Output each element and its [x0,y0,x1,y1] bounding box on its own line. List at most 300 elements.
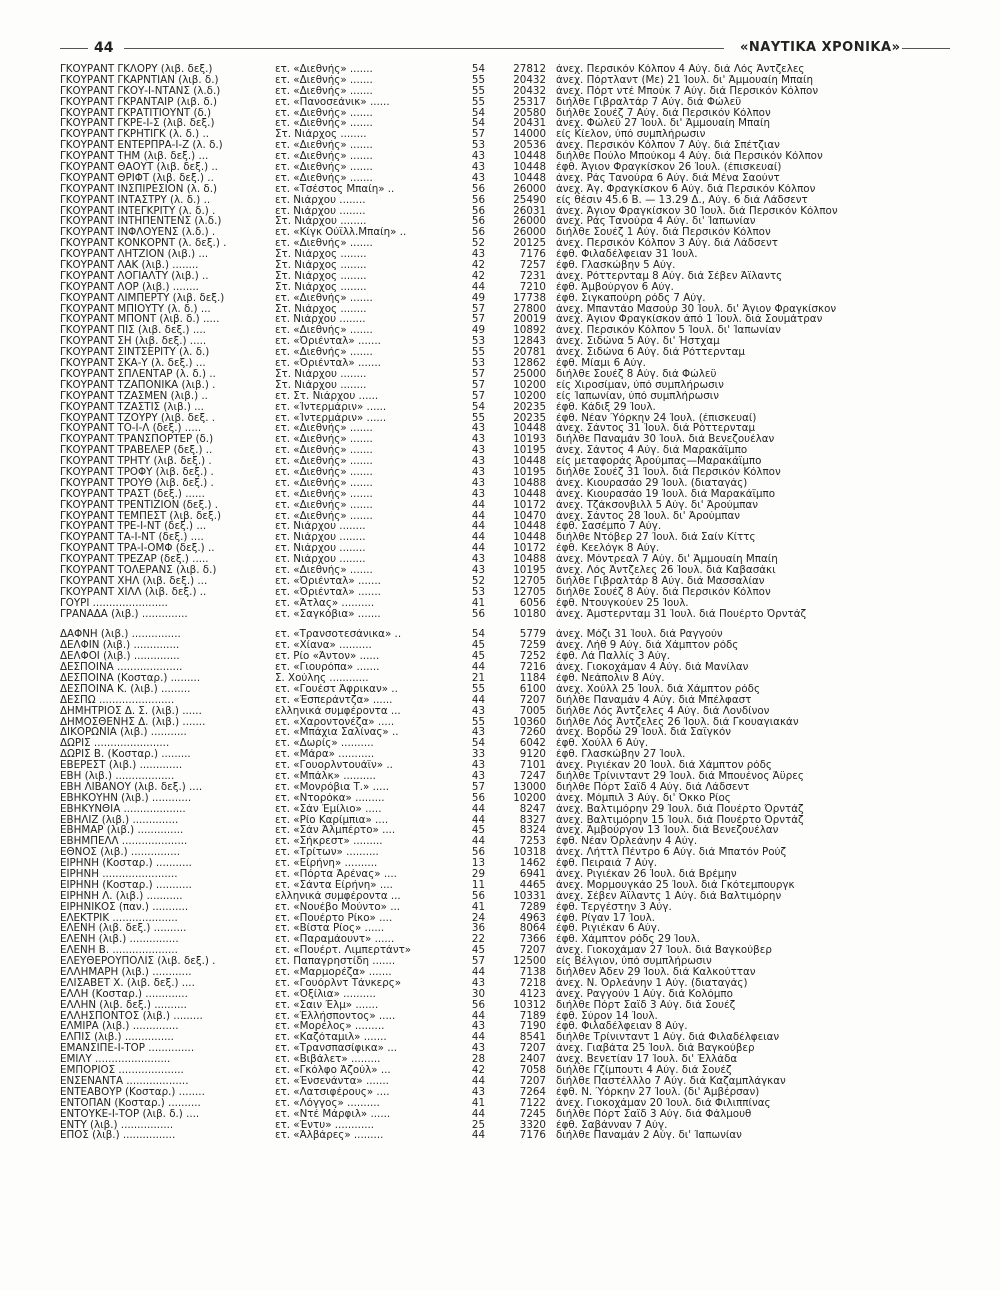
ship-name: ΓΚΟΥΡΑΝΤ ΤΡΑΒΕΛΕΡ (δεξ.) .. [60,445,213,457]
build-year: 43 [471,162,485,173]
build-year: 43 [471,977,485,989]
build-year: 56 [471,216,485,228]
voyage-status: άνεχ. Ριγιέκαν 20 Ίουλ. διά Χάμπτον ρόδς [556,760,772,772]
tonnage: 20125 [513,238,546,250]
build-year: 25 [471,1119,485,1131]
table-row [60,1054,950,1065]
ship-name: ΓΚΟΥΡΑΝΤ ΕΝΤΕΡΠΡΑ-Ι-Ζ (λ. δ.) [60,140,223,152]
ship-name: ΓΚΟΥΡΑΝΤ ΘΑΟΥΤ (λιβ. δεξ.) .. [60,162,218,173]
tonnage: 6100 [519,683,546,695]
owner: ετ. «Έλλήσποντος» ..... [275,1010,396,1022]
table-row [60,880,950,891]
owner: ετ. «Βιβάλετ» ......... [275,1054,381,1066]
table-row [60,216,950,227]
voyage-status: άνεχ. Περσικόν Κόλπον 3 Αύγ. διά Λάδσεντ [556,238,779,250]
owner: ετ. «Διεθνής» ....... [275,499,373,511]
build-year: 56 [471,792,485,804]
ship-name: ΓΚΟΥΡΑΝΤ ΧΗΛ (λιβ. δεξ.) ... [60,575,208,587]
owner: ετ. Νιάρχου ........ [275,543,366,555]
owner: ετ. Νιάρχου ........ [275,194,366,206]
header-rule-right [902,48,950,49]
ship-name: ΕΛΕΚΤΡΙΚ .................... [60,912,178,924]
owner: ετ. «Διεθνής» ....... [275,477,373,489]
owner: ετ. «Καζόταμιλ» ....... [275,1032,387,1044]
ship-name: ΓΚΟΥΡΑΝΤ ΙΝΤΕΓΚΡΙΤΥ (λ. δ.) . [60,205,216,217]
build-year: 56 [471,205,485,217]
ship-name: ΓΚΟΥΡΑΝΤ ΓΚΡΕ-Ι-Σ (λιβ. δεξ.) [60,118,215,130]
build-year: 43 [471,554,485,565]
tonnage: 10448 [513,172,546,184]
ship-name: ΓΚΟΥΡΑΝΤ ΣΙΝΤΣΕΡΙΤΥ (λ. δ.) [60,347,210,359]
tonnage: 7210 [519,281,546,293]
table-row [60,108,950,119]
tonnage: 10331 [513,890,546,902]
build-year: 43 [471,477,485,489]
owner: ετ. «Σαιν Έλμ» ....... [275,999,379,1011]
tonnage: 10195 [513,564,546,576]
ship-name: ΓΡΑΝΑΔΑ (λιβ.) .............. [60,608,188,620]
owner: ετ. Νιάρχου ........ [275,205,366,217]
ship-name: ΕΒΗ (λιβ.) .................. [60,771,175,782]
build-year: 43 [471,564,485,576]
tonnage: 17738 [513,292,546,304]
ship-name: ΕΠΟΣ (λιβ.) ................ [60,1130,176,1142]
ship-name: ΕΝΤΟΠΑΝ (Κοσταρ.) .......... [60,1097,201,1109]
ship-name: ΕΙΡΗΝΗ (Κοσταρ.) ........... [60,879,192,891]
build-year: 43 [471,466,485,478]
build-year: 43 [471,705,485,717]
build-year: 11 [471,879,485,891]
tonnage: 12705 [513,586,546,598]
build-year: 56 [471,608,485,620]
tonnage: 7366 [519,934,546,946]
owner: ετ. «Μπάλκ» .......... [275,771,376,782]
ship-name: ΓΚΟΥΡΑΝΤ ΤΡΟΦΥ (λιβ. δεξ.) . [60,466,214,478]
owner: Στ. Νιάρχος ........ [275,281,367,293]
ship-name: ΔΑΦΝΗ (λιβ.) ............... [60,629,181,641]
ship-name: ΓΚΟΥΡΑΝΤ ΓΚΛΟΡΥ (λιβ. δεξ.) [60,64,213,75]
table-row [60,804,950,815]
voyage-status: άνεχ. Κιουρασάο 19 Ίουλ. διά Μαρακάϊμπο [556,488,776,500]
voyage-status: άνεχ. Άγ. Φραγκίσκον 6 Αύγ. διά Περσικόν Κόλπον [556,183,816,195]
table-row [60,989,950,1000]
tonnage: 20432 [513,74,546,86]
voyage-status: άνεχ. Βενετίαν 17 Ίουλ. δι' Έλλάδα [556,1054,738,1066]
table-row [60,717,950,728]
table-row [60,1032,950,1043]
ship-section [60,629,950,1141]
table-row [60,913,950,924]
voyage-status: άνεχ. Χούλλ 25 Ίουλ. διά Χάμπτον ρόδς [556,683,760,695]
owner: ετ. «Λατσιφέρους» .... [275,1086,390,1098]
voyage-status: άνεχ. Μόμπιλ 3 Αύγ. δι' Όκκο Ρίος [556,792,731,804]
tonnage: 25490 [513,194,546,206]
tonnage: 6042 [519,738,546,750]
voyage-status: άνεχ. Γιοκοχάμαν 20 Ίουλ. διά Φιλιππίνας [556,1097,771,1109]
voyage-status: άνεχ. Πόρτλαντ (Με) 21 Ίουλ. δι' Άμμουαίη Μπαίη [556,74,814,86]
build-year: 43 [471,423,485,435]
tonnage: 8247 [519,803,546,815]
ship-name: ΕΛΕΝΗ (λιβ. δεξ.) .......... [60,923,187,935]
table-row [60,684,950,695]
build-year: 56 [471,847,485,859]
voyage-status: άνεχ. Σάντος 28 Ίουλ. δι' Άρούμπαν [556,510,741,522]
voyage-status: έφθ. Ν. Ύόρκην 27 Ίουλ. (δι' Άμβέρσαν) [556,1086,760,1098]
build-year: 44 [471,814,485,826]
table-row [60,86,950,97]
tonnage: 4123 [519,988,546,1000]
table-row [60,434,950,445]
table-row [60,760,950,771]
table-row [60,651,950,662]
owner: ετ. «Μορέλος» ......... [275,1021,385,1033]
voyage-status: είς Βέλγιον, ύπό συμπλήρωσιν [556,956,712,968]
build-year: 43 [471,456,485,467]
owner: Στ. Νιάρχος ........ [275,129,367,141]
table-row [60,576,950,587]
build-year: 43 [471,434,485,446]
table-row [60,75,950,86]
voyage-status: είς θέσιν 45.6 Β. — 13.29 Δ., Αύγ. 6 διά Λάδσεντ [556,194,808,206]
build-year: 56 [471,194,485,206]
ship-name: ΕΛΜΙΡΑ (λιβ.) .............. [60,1021,179,1033]
owner: ελληνικά συμφέροντα ... [275,890,401,902]
table-row [60,858,950,869]
ship-name: ΕΒΗ ΛΙΒΑΝΟΥ (λιβ. δεξ.) .... [60,781,203,793]
owner: ετ. «Διεθνής» ....... [275,466,373,478]
tonnage: 6056 [519,597,546,609]
owner: ετ. «Διεθνής» ....... [275,325,373,337]
build-year: 54 [471,118,485,130]
ship-name: ΓΚΟΥΡΑΝΤ ΙΝΦΛΟΥΕΝΣ (λ.δ.) . [60,227,216,239]
table-row [60,511,950,522]
voyage-status: άνεχ. Γιοκοχάμαν 27 Ίουλ. διά Βαγκούβερ [556,945,772,957]
table-row [60,391,950,402]
build-year: 45 [471,651,485,663]
table-row [60,1065,950,1076]
build-year: 41 [471,597,485,609]
owner: Στ. Νιάρχος ........ [275,270,367,282]
build-year: 43 [471,445,485,457]
owner: ετ. «Σάν Άλμπέρτο» .... [275,825,396,837]
table-row [60,380,950,391]
tonnage: 10180 [513,608,546,620]
voyage-status: άνεχ. Άμστερνταμ 31 Ίουλ. διά Πουέρτο Όρντάζ [556,608,807,620]
voyage-status: άνεχ. Σάντος 31 Ίουλ. διά Ρόττερνταμ [556,423,756,435]
ship-name: ΓΚΟΥΡΑΝΤ ΤΡΑΝΣΠΟΡΤΕΡ (δ.) [60,434,214,446]
tonnage: 20235 [513,401,546,413]
ship-name: ΔΕΣΠΟΙΝΑ .................... [60,662,183,673]
tonnage: 10488 [513,477,546,489]
table-row [60,738,950,749]
tonnage: 7207 [519,945,546,957]
owner: ετ. «Διεθνής» ....... [275,64,373,75]
voyage-status: άνεχ. Σέβεν Άϊλαντς 1 Αύγ. διά Βαλτιμόρην [556,890,782,902]
build-year: 43 [471,771,485,782]
owner: Στ. Νιάρχου ........ [275,368,367,380]
owner: ετ. «Διεθνής» ....... [275,151,373,163]
owner: ετ. «Όριένταλ» ....... [275,336,381,348]
voyage-status: διήλθε Τρίνινταντ 1 Αύγ. διά Φιλαδέλφειαν [556,1032,780,1044]
build-year: 44 [471,521,485,533]
voyage-status: άνεχ. Σιδώνα 6 Αύγ. διά Ρόττερνταμ [556,347,745,359]
build-year: 42 [471,260,485,271]
ship-name: ΕΛΛΗΝ (λιβ. δεξ.) .......... [60,999,187,1011]
build-year: 44 [471,510,485,522]
tonnage: 7231 [519,270,546,282]
owner: ετ. «Ντέ Μάρφιλ» ...... [275,1108,391,1120]
table-row [60,967,950,978]
table-row [60,532,950,543]
tonnage: 7257 [519,260,546,271]
voyage-status: διήλθε Σουέζ 8 Αύγ. διά Φώλεϋ [556,368,717,380]
voyage-status: είς Κίελον, ύπό συμπλήρωσιν [556,129,706,141]
build-year: 44 [471,499,485,511]
build-year: 41 [471,1097,485,1109]
table-row [60,260,950,271]
table-row [60,282,950,293]
ship-name: ΕΒΗΚΥΝΘΙΑ ................... [60,803,186,815]
tonnage: 20431 [513,118,546,130]
ship-name: ΓΚΟΥΡΑΝΤ ΤΡΕΖΑΡ (δεξ.) ..... [60,554,209,565]
owner: ετ. «Διεθνής» ....... [275,445,373,457]
owner: ετ. «Γιουρόπα» ....... [275,662,380,673]
ship-name: ΕΒΗΜΠΕΛΛ .................... [60,836,188,848]
voyage-status: είς μεταφοράς Άρούμπας—Μαρακάϊμπο [556,456,762,467]
ship-name: ΓΚΟΥΡΑΝΤ ΛΟΡ (λιβ.) ........ [60,281,199,293]
voyage-status: διήλθε Παστέλλλο 7 Αύγ. διά Καζαμπλάγκαν [556,1075,786,1087]
ship-name: ΓΚΟΥΡΑΝΤ ΓΚΡΑΤΙΤΙΟΥΝΤ (δ.) [60,107,212,119]
owner: ετ. «Διεθνής» ....... [275,118,373,130]
ship-name: ΕΛΕΥΘΕΡΟΥΠΟΛΙΣ (λιβ. δεξ.) . [60,956,216,968]
build-year: 45 [471,825,485,837]
owner: ετ. «Διεθνής» ....... [275,238,373,250]
ship-name: ΕΙΡΗΝΗ ....................... [60,869,178,880]
tonnage: 10360 [513,716,546,728]
table-row [60,478,950,489]
voyage-status: έφθ. Νέαν Όρλεάνην 4 Αύγ. [556,836,698,848]
table-row [60,978,950,989]
table-row [60,1000,950,1011]
voyage-status: διήλθε Σουέζ 7 Αύγ. διά Περσικόν Κόλπον [556,107,771,119]
voyage-status: διήλθε Παναμάν 2 Αύγ. δι' Ίαπωνίαν [556,1130,742,1142]
build-year: 45 [471,640,485,652]
owner: ετ. «Διεθνής» ....... [275,456,373,467]
owner: ετ. «Μπάχια Σαλίνας» .. [275,727,399,739]
tonnage: 10488 [513,554,546,565]
owner: ετ. «Σήκρεστ» ......... [275,836,383,848]
owner: Στ. Νιάρχος ........ [275,249,367,261]
owner: Στ. Νιάρχου ........ [275,216,367,228]
voyage-status: έφθ. Νεάπολιν 8 Αύγ. [556,672,665,684]
owner: ετ. Νιάρχου ........ [275,554,366,565]
ship-name: ΓΚΟΥΡΑΝΤ ΙΝΤΑΣΤΡΥ (λ. δ.) .. [60,194,211,206]
table-row [60,956,950,967]
table-row [60,489,950,500]
voyage-status: διήλθε Τρίνινταντ 29 Ίουλ. διά Μπουένος Άϋρες [556,771,804,782]
voyage-status: έφθ. Χούλλ 6 Αύγ. [556,738,649,750]
build-year: 57 [471,303,485,315]
ship-name: ΕΛΛΗ (Κοσταρ.) ............. [60,988,188,1000]
voyage-status: άνεχ. Περσικόν Κόλπον 7 Αύγ. διά Σπέτζιαν [556,140,780,152]
voyage-status: διήλθε Ντόβερ 27 Ίουλ. διά Σαίν Κίττς [556,532,756,544]
table-row [60,304,950,315]
table-row [60,358,950,369]
table-row [60,662,950,673]
tonnage: 7289 [519,901,546,913]
voyage-status: έφθ. Λά Παλλίς 3 Αύγ. [556,651,671,663]
ship-name: ΓΚΟΥΡΑΝΤ ΤΡΕΝΤΙΖΙΟΝ (δεξ.) . [60,499,219,511]
build-year: 45 [471,945,485,957]
ship-name: ΓΚΟΥΡΑΝΤ ΤΖΑΣΤΙΣ (λιβ.) ... [60,401,204,413]
ship-name: ΓΚΟΥΡΑΝΤ ΣΚΑ-Υ (λ. δεξ.) ... [60,358,206,369]
owner: Στ. Νιάρχος ........ [275,260,367,271]
table-row [60,293,950,304]
voyage-status: άνεχ. Φώλεϋ 27 Ίουλ. δι' Άμμουαίη Μπαίη [556,118,771,130]
build-year: 57 [471,390,485,402]
voyage-status: άνεχ. Γιοκοχάμαν 4 Αύγ. διά Μανίλαν [556,662,749,673]
ship-listing-table [60,64,950,1151]
tonnage: 1462 [519,858,546,870]
ship-name: ΔΕΛΦΟΙ (λιβ.) .............. [60,651,180,663]
voyage-status: διήλθε Σουέζ 1 Αύγ. διά Περσικόν Κόλπον [556,227,771,239]
ship-name: ΓΚΟΥΡΑΝΤ ΓΚΑΡΝΤΙΑΝ (λιβ. δ.) [60,74,219,86]
tonnage: 12500 [513,956,546,968]
table-row [60,869,950,880]
tonnage: 25000 [513,368,546,380]
voyage-status: άνεχ. Σάντος 4 Αύγ. διά Μαρακάϊμπο [556,445,748,457]
owner: ετ. «Διεθνής» ....... [275,434,373,446]
ship-name: ΓΚΟΥΡΑΝΤ ΙΝΣΠΙΡΕΣΙΟΝ (λ. δ.) [60,183,218,195]
voyage-status: άνεχ. Λός Άντζελες 26 Ίουλ. διά Καβασάκι [556,564,776,576]
table-row [60,1043,950,1054]
table-row [60,598,950,609]
owner: ετ. «Γουόρλντ Τάνκερς» [275,977,402,989]
voyage-status: έφθ. Σιγκαπούρη ρόδς 7 Αύγ. [556,292,706,304]
ship-name: ΕΙΡΗΝΙΚΟΣ (παν.) ........... [60,901,189,913]
ship-name: ΓΚΟΥΡΑΝΤ ΧΙΛΛ (λιβ. δεξ.) .. [60,586,207,598]
owner: ετ. Ρίο «Άντον» ...... [275,651,380,663]
owner: ετ. «Πουέρτ. Λιμπερτάντ» [275,945,412,957]
build-year: 44 [471,967,485,978]
voyage-status: έφθ. Μίαμι 6 Αύγ. [556,358,646,369]
build-year: 44 [471,662,485,673]
table-row [60,467,950,478]
build-year: 56 [471,227,485,239]
build-year: 43 [471,172,485,184]
table-row [60,402,950,413]
owner: ετ. «Χαροντονέζα» ..... [275,716,395,728]
tonnage: 20580 [513,107,546,119]
build-year: 56 [471,183,485,195]
tonnage: 7245 [519,1108,546,1120]
build-year: 53 [471,586,485,598]
owner: ελληνικά συμφέροντα ... [275,705,401,717]
tonnage: 7101 [519,760,546,772]
voyage-status: άνεχ. Λήθ 9 Αύγ. διά Χάμπτον ρόδς [556,640,739,652]
owner: ετ. Στ. Νιάρχου ...... [275,390,379,402]
tonnage: 8064 [519,923,546,935]
owner: Στ. Νιάρχος ........ [275,303,367,315]
ship-name: ΓΚΟΥΡΑΝΤ ΤΖΑΣΜΕΝ (λιβ.) .. [60,390,208,402]
table-row [60,836,950,847]
ship-name: ΓΟΥΡΙ ....................... [60,597,168,609]
table-row [60,543,950,554]
voyage-status: έφθ. Πειραιά 7 Αύγ. [556,858,658,870]
table-row [60,815,950,826]
voyage-status: διήλθε Γζίμπουτι 4 Αύγ. διά Σουέζ [556,1065,732,1076]
owner: ετ. «Διεθνής» ....... [275,423,373,435]
owner: ετ. «Παραμάουντ» ...... [275,934,395,946]
build-year: 41 [471,901,485,913]
table-row [60,314,950,325]
build-year: 43 [471,249,485,261]
build-year: 13 [471,858,485,870]
owner: ετ. «Διεθνής» ....... [275,172,373,184]
ship-name: ΓΚΟΥΡΑΝΤ ΣΠΛΕΝΤΑΡ (λ. δ.) .. [60,368,216,380]
ship-name: ΓΚΟΥΡΑΝΤ ΓΚΡΗΤΙΓΚ (λ. δ.) .. [60,129,209,141]
build-year: 43 [471,1043,485,1055]
table-row [60,271,950,282]
build-year: 55 [471,412,485,424]
tonnage: 5779 [519,629,546,641]
ship-name: ΔΕΛΦΙΝ (λιβ.) .............. [60,640,180,652]
build-year: 55 [471,96,485,108]
ship-name: ΕΒΗΜΑΡ (λιβ.) .............. [60,825,184,837]
voyage-status: άνεχ. Τζάκσονβιλλ 5 Αύγ. δι' Άρούμπαν [556,499,759,511]
build-year: 49 [471,325,485,337]
build-year: 29 [471,869,485,880]
owner: ετ. «Μάρα» ........... [275,749,375,761]
ship-name: ΕΙΡΗΝΗ Λ. (λιβ.) ........... [60,890,183,902]
ship-name: ΓΚΟΥΡΑΝΤ ΤΕΜΠΕΣΤ (λιβ. δεξ.) [60,510,222,522]
tonnage: 20235 [513,412,546,424]
voyage-status: άνεχ. Άγιον Φραγκίσκον άπό 1 Ίουλ. διά Σουμάτραν [556,314,823,326]
table-row [60,629,950,640]
ship-name: ΕΘΝΟΣ (λιβ.) ............... [60,847,181,859]
owner: ετ. «Μαρμορέζα» ....... [275,967,392,978]
build-year: 28 [471,1054,485,1066]
voyage-status: άνεχ. Λήττλ Πέντρο 6 Αύγ. διά Μπατόν Ρούζ [556,847,787,859]
tonnage: 7260 [519,727,546,739]
table-row [60,249,950,260]
owner: ετ. Νιάρχου ........ [275,521,366,533]
build-year: 44 [471,532,485,544]
voyage-status: άνεχ. Ραγγούν 1 Αύγ. διά Κολόμπο [556,988,733,1000]
build-year: 54 [471,629,485,641]
voyage-status: είς Ίαπωνίαν, ύπό συμπλήρωσιν [556,390,720,402]
tonnage: 10172 [513,543,546,555]
tonnage: 27812 [513,64,546,75]
build-year: 54 [471,107,485,119]
owner: ετ. «Όριένταλ» ....... [275,586,381,598]
owner: ετ. Παπαγρηστίδη ....... [275,956,396,968]
voyage-status: διήλθε Παναμάν 30 Ίουλ. διά Βενεζουέλαν [556,434,775,446]
voyage-status: διήλθεν Άδεν 29 Ίουλ. διά Καλκούτταν [556,967,756,978]
table-row [60,369,950,380]
tonnage: 7005 [519,705,546,717]
ship-name: ΔΕΣΠΟΙΝΑ (Κοσταρ.) ......... [60,672,201,684]
ship-name: ΔΩΡΙΣ ....................... [60,738,170,750]
build-year: 57 [471,781,485,793]
voyage-status: άνεχ. Ρόττερνταμ 8 Αύγ. διά Σέβεν Άϊλαντς [556,270,783,282]
table-row [60,336,950,347]
table-row [60,64,950,75]
voyage-status: άνεχ. Μόντρεαλ 7 Αύγ. δι' Άμμουαίη Μπαίη [556,554,778,565]
ship-name: ΓΚΟΥΡΑΝΤ ΤΟΛΕΡΑΝΣ (λιβ. δ.) [60,564,217,576]
build-year: 43 [471,727,485,739]
tonnage: 6941 [519,869,546,880]
